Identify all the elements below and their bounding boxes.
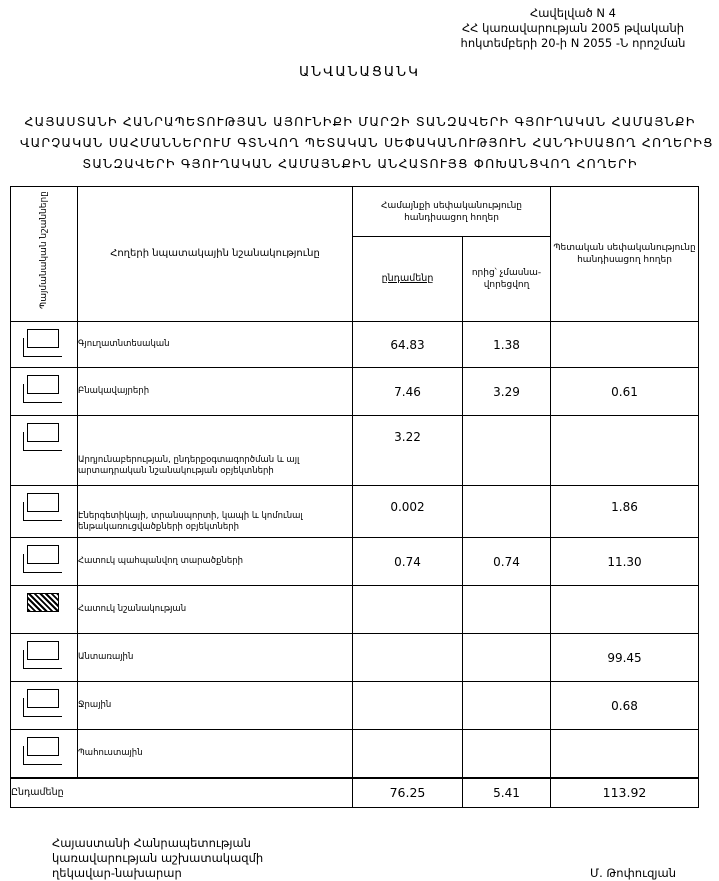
row-incl: [463, 486, 551, 538]
table-row: [11, 486, 699, 538]
annex-line: ՀՀ կառավարության 2005 թվականի: [461, 21, 685, 35]
signatory-line: կառավարության աշխատակազմի: [52, 851, 264, 865]
row-total: 64.83: [353, 322, 463, 368]
row-name: Գյուղատնտեսական: [78, 322, 353, 368]
document-heading: [20, 111, 714, 174]
symbol-cell: [11, 586, 78, 634]
header-name: Հողերի նպատակային նշանակությունը: [78, 187, 353, 322]
forest-land-icon: [23, 641, 63, 671]
row-state: 0.68: [551, 682, 699, 730]
document-title: ԱՆՎԱՆԱՑԱՆԿ: [299, 64, 420, 80]
row-total: [353, 730, 463, 778]
table-row: [11, 416, 699, 486]
row-state: [551, 730, 699, 778]
symbol-cell: [11, 416, 78, 486]
signatory-name: Մ. Թոփուզյան: [590, 866, 676, 880]
total-incl: 5.41: [463, 778, 551, 808]
total-label: Ընդամենը: [11, 778, 353, 808]
total-state: 113.92: [551, 778, 699, 808]
row-total: 7.46: [353, 368, 463, 416]
row-state: [551, 416, 699, 486]
water-land-icon: [23, 689, 63, 719]
row-state: [551, 586, 699, 634]
row-incl: 3.29: [463, 368, 551, 416]
row-name: Էներգետիկայի, տրանսպորտի, կապի և կոմունալ ենթակառուցվածքների օբյեկտների: [78, 486, 353, 538]
symbol-cell: [11, 368, 78, 416]
row-incl: [463, 586, 551, 634]
table-row: [11, 538, 699, 586]
signatory-title: [52, 836, 312, 881]
table-row: [11, 586, 699, 634]
row-state: 1.86: [551, 486, 699, 538]
row-incl: [463, 682, 551, 730]
row-incl: 0.74: [463, 538, 551, 586]
row-incl: [463, 634, 551, 682]
heading-line: ՀԱՅԱՍՏԱՆԻ ՀԱՆՐԱՊԵՏՈՒԹՅԱՆ ԱՅՈՒՆԻՔԻ ՄԱՐԶԻ ՏԱՆԶԱՎԵՐԻ ԳՅՈՒՂԱԿԱՆ ՀԱՄԱՅՆՔԻ: [24, 114, 696, 129]
table-row: [11, 368, 699, 416]
symbol-cell: [11, 486, 78, 538]
symbol-cell: [11, 634, 78, 682]
industrial-land-icon: [23, 423, 63, 453]
header-symbol-label: Պայմանական նշանները: [39, 191, 49, 309]
symbol-cell: [11, 730, 78, 778]
settlement-land-icon: [23, 375, 63, 405]
agricultural-land-icon: [23, 329, 63, 359]
table-row: [11, 322, 699, 368]
row-incl: [463, 416, 551, 486]
symbol-cell: [11, 322, 78, 368]
row-name: Անտառային: [78, 634, 353, 682]
table-row: [11, 682, 699, 730]
symbol-cell: [11, 538, 78, 586]
row-name: Բնակավայրերի: [78, 368, 353, 416]
annex-note: [448, 6, 698, 51]
row-total: [353, 634, 463, 682]
row-total: [353, 586, 463, 634]
row-name: Ջրային: [78, 682, 353, 730]
signatory-line: ղեկավար-նախարար: [52, 866, 182, 880]
row-incl: 1.38: [463, 322, 551, 368]
row-state: 0.61: [551, 368, 699, 416]
row-name: Արդյունաբերության, ընդերքօգտագործման և այլ արտադրական նշանակության օբյեկտների: [78, 416, 353, 486]
header-state: Պետական սեփականությունը հանդիսացող հողեր: [551, 187, 699, 322]
total-value: 76.25: [353, 778, 463, 808]
signatory-line: Հայաստանի Հանրապետության: [52, 836, 251, 850]
annex-line: հոկտեմբերի 20-ի N 2055 -Ն որոշման: [460, 36, 686, 50]
heading-line: ՎԱՐՉԱԿԱՆ ՍԱՀՄԱՆՆԵՐՈՒՄ ԳՏՆՎՈՂ ՊԵՏԱԿԱՆ ՍԵՓԱԿԱՆՈՒԹՅՈՒՆ ՀԱՆԴԻՍԱՑՈՂ ՀՈՂԵՐԻՑ: [20, 135, 714, 150]
row-state: [551, 322, 699, 368]
header-total: ընդամենը: [353, 237, 463, 322]
table-row: [11, 634, 699, 682]
land-table: [10, 186, 699, 808]
annex-line: Հավելված N 4: [529, 6, 616, 20]
row-total: [353, 682, 463, 730]
total-row: [11, 778, 699, 808]
row-state: 99.45: [551, 634, 699, 682]
special-purpose-icon: [23, 593, 63, 623]
header-community: Համայնքի սեփականությունը հանդիսացող հողեր: [353, 187, 551, 237]
row-total: 0.74: [353, 538, 463, 586]
row-total: 3.22: [353, 416, 463, 486]
table-row: [11, 730, 699, 778]
row-name: Պահուստային: [78, 730, 353, 778]
header-incl: որից՝ չմասնա-վորեցվող: [463, 237, 551, 322]
row-incl: [463, 730, 551, 778]
heading-line: ՏԱՆԶԱՎԵՐԻ ԳՅՈՒՂԱԿԱՆ ՀԱՄԱՅՆՔԻՆ ԱՆՀԱՏՈՒՅՑ ՓՈԽԱՆՑՎՈՂ ՀՈՂԵՐԻ: [82, 156, 638, 171]
row-name: Հատուկ նշանակության: [78, 586, 353, 634]
symbol-cell: [11, 682, 78, 730]
infrastructure-land-icon: [23, 493, 63, 523]
row-name: Հատուկ պահպանվող տարածքների: [78, 538, 353, 586]
header-symbol: [11, 187, 78, 322]
protected-area-icon: [23, 545, 63, 575]
reserve-land-icon: [23, 737, 63, 767]
row-total: 0.002: [353, 486, 463, 538]
row-state: 11.30: [551, 538, 699, 586]
